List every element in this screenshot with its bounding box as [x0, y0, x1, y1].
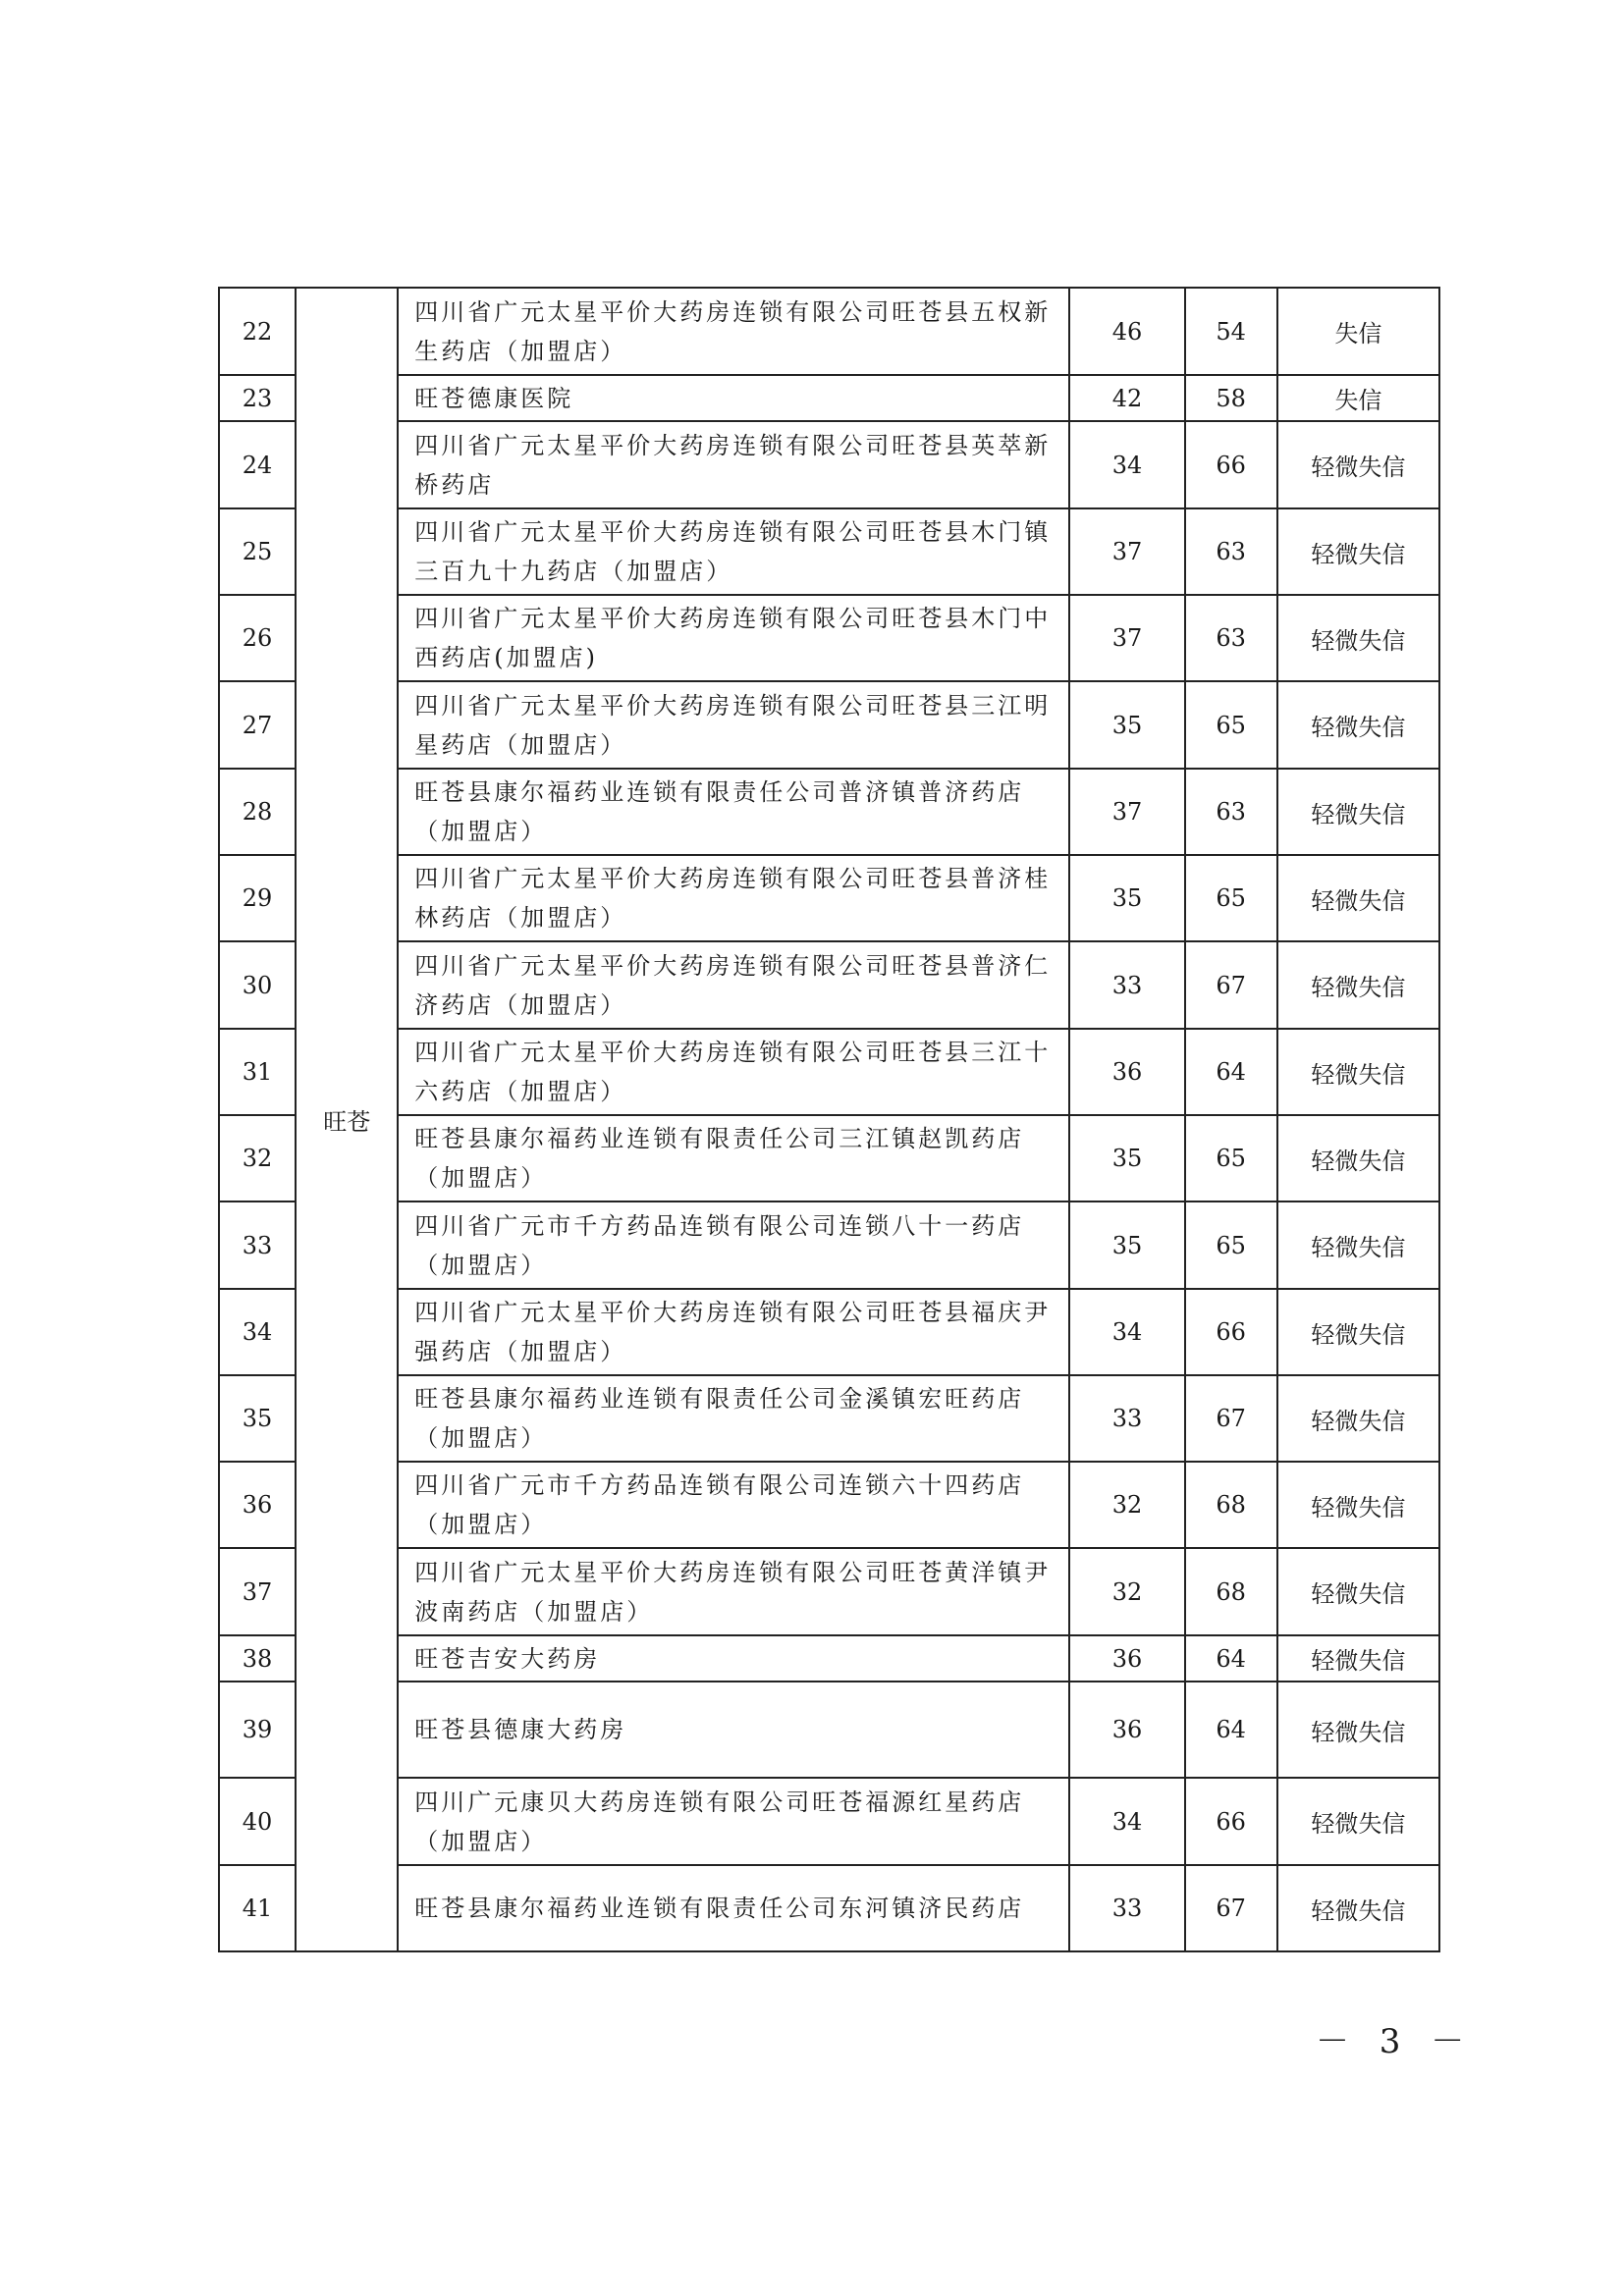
entity-name-cell: 四川省广元太星平价大药房连锁有限公司旺苍县福庆尹强药店（加盟店） — [398, 1289, 1069, 1375]
entity-name-cell: 旺苍县康尔福药业连锁有限责任公司普济镇普济药店（加盟店） — [398, 769, 1069, 855]
row-number-cell: 39 — [219, 1682, 296, 1778]
row-number-cell: 38 — [219, 1635, 296, 1682]
entity-name-cell: 四川省广元太星平价大药房连锁有限公司旺苍县英萃新桥药店 — [398, 421, 1069, 508]
table-row — [219, 595, 1439, 681]
entity-name-cell: 四川省广元太星平价大药房连锁有限公司旺苍县木门镇三百九十九药店（加盟店） — [398, 508, 1069, 595]
score-cell: 68 — [1185, 1548, 1277, 1635]
entity-name-cell: 四川省广元太星平价大药房连锁有限公司旺苍县普济仁济药店（加盟店） — [398, 941, 1069, 1029]
row-number-cell: 40 — [219, 1778, 296, 1865]
credit-level-cell: 轻微失信 — [1277, 1462, 1439, 1548]
row-number-cell: 37 — [219, 1548, 296, 1635]
score-cell: 64 — [1185, 1682, 1277, 1778]
deduction-cell: 36 — [1069, 1029, 1184, 1115]
entity-name-cell: 旺苍德康医院 — [398, 375, 1069, 421]
table-row — [219, 681, 1439, 769]
score-cell: 64 — [1185, 1635, 1277, 1682]
credit-level-cell: 轻微失信 — [1277, 595, 1439, 681]
score-cell: 65 — [1185, 681, 1277, 769]
credit-level-cell: 轻微失信 — [1277, 1115, 1439, 1201]
score-cell: 65 — [1185, 855, 1277, 941]
entity-name-cell: 旺苍县康尔福药业连锁有限责任公司东河镇济民药店 — [398, 1865, 1069, 1951]
table-row — [219, 1635, 1439, 1682]
table-row — [219, 1865, 1439, 1951]
credit-level-cell: 轻微失信 — [1277, 421, 1439, 508]
deduction-cell: 34 — [1069, 1289, 1184, 1375]
table-row — [219, 1201, 1439, 1289]
row-number-cell: 30 — [219, 941, 296, 1029]
entity-name-cell: 四川省广元太星平价大药房连锁有限公司旺苍县五权新生药店（加盟店） — [398, 288, 1069, 375]
credit-level-cell: 轻微失信 — [1277, 1375, 1439, 1462]
credit-level-cell: 轻微失信 — [1277, 855, 1439, 941]
deduction-cell: 35 — [1069, 855, 1184, 941]
score-cell: 66 — [1185, 1778, 1277, 1865]
table-row — [219, 1029, 1439, 1115]
table-row — [219, 941, 1439, 1029]
entity-name-cell: 旺苍县德康大药房 — [398, 1682, 1069, 1778]
score-cell: 54 — [1185, 288, 1277, 375]
row-number-cell: 31 — [219, 1029, 296, 1115]
region-cell: 旺苍 — [296, 288, 398, 1951]
row-number-cell: 25 — [219, 508, 296, 595]
entity-name-cell: 旺苍县康尔福药业连锁有限责任公司三江镇赵凯药店（加盟店） — [398, 1115, 1069, 1201]
credit-rating-table — [218, 287, 1440, 1952]
credit-level-cell: 轻微失信 — [1277, 1029, 1439, 1115]
deduction-cell: 46 — [1069, 288, 1184, 375]
deduction-cell: 32 — [1069, 1548, 1184, 1635]
table-row — [219, 508, 1439, 595]
deduction-cell: 34 — [1069, 1778, 1184, 1865]
row-number-cell: 35 — [219, 1375, 296, 1462]
table-row — [219, 855, 1439, 941]
score-cell: 66 — [1185, 1289, 1277, 1375]
deduction-cell: 33 — [1069, 941, 1184, 1029]
row-number-cell: 27 — [219, 681, 296, 769]
credit-level-cell: 轻微失信 — [1277, 681, 1439, 769]
entity-name-cell: 四川广元康贝大药房连锁有限公司旺苍福源红星药店（加盟店） — [398, 1778, 1069, 1865]
row-number-cell: 28 — [219, 769, 296, 855]
row-number-cell: 32 — [219, 1115, 296, 1201]
table-row — [219, 421, 1439, 508]
table-row — [219, 1289, 1439, 1375]
score-cell: 68 — [1185, 1462, 1277, 1548]
deduction-cell: 37 — [1069, 508, 1184, 595]
score-cell: 58 — [1185, 375, 1277, 421]
score-cell: 63 — [1185, 508, 1277, 595]
deduction-cell: 32 — [1069, 1462, 1184, 1548]
deduction-cell: 36 — [1069, 1635, 1184, 1682]
credit-level-cell: 失信 — [1277, 288, 1439, 375]
entity-name-cell: 旺苍吉安大药房 — [398, 1635, 1069, 1682]
credit-level-cell: 轻微失信 — [1277, 508, 1439, 595]
row-number-cell: 24 — [219, 421, 296, 508]
entity-name-cell: 四川省广元市千方药品连锁有限公司连锁八十一药店（加盟店） — [398, 1201, 1069, 1289]
score-cell: 63 — [1185, 769, 1277, 855]
entity-name-cell: 四川省广元太星平价大药房连锁有限公司旺苍县普济桂林药店（加盟店） — [398, 855, 1069, 941]
table-row — [219, 1682, 1439, 1778]
score-cell: 65 — [1185, 1201, 1277, 1289]
credit-level-cell: 轻微失信 — [1277, 1778, 1439, 1865]
entity-name-cell: 四川省广元太星平价大药房连锁有限公司旺苍县三江明星药店（加盟店） — [398, 681, 1069, 769]
credit-level-cell: 轻微失信 — [1277, 1548, 1439, 1635]
deduction-cell: 35 — [1069, 681, 1184, 769]
row-number-cell: 29 — [219, 855, 296, 941]
row-number-cell: 23 — [219, 375, 296, 421]
page-number: － 3 － — [1316, 2022, 1475, 2061]
score-cell: 65 — [1185, 1115, 1277, 1201]
deduction-cell: 37 — [1069, 595, 1184, 681]
credit-level-cell: 轻微失信 — [1277, 1635, 1439, 1682]
table-row — [219, 1375, 1439, 1462]
deduction-cell: 42 — [1069, 375, 1184, 421]
entity-name-cell: 四川省广元太星平价大药房连锁有限公司旺苍黄洋镇尹波南药店（加盟店） — [398, 1548, 1069, 1635]
credit-level-cell: 轻微失信 — [1277, 1865, 1439, 1951]
score-cell: 67 — [1185, 941, 1277, 1029]
row-number-cell: 33 — [219, 1201, 296, 1289]
deduction-cell: 34 — [1069, 421, 1184, 508]
credit-level-cell: 轻微失信 — [1277, 1289, 1439, 1375]
credit-level-cell: 轻微失信 — [1277, 941, 1439, 1029]
row-number-cell: 22 — [219, 288, 296, 375]
credit-level-cell: 轻微失信 — [1277, 1682, 1439, 1778]
entity-name-cell: 四川省广元太星平价大药房连锁有限公司旺苍县三江十六药店（加盟店） — [398, 1029, 1069, 1115]
deduction-cell: 33 — [1069, 1865, 1184, 1951]
table-row — [219, 1548, 1439, 1635]
entity-name-cell: 旺苍县康尔福药业连锁有限责任公司金溪镇宏旺药店（加盟店） — [398, 1375, 1069, 1462]
row-number-cell: 34 — [219, 1289, 296, 1375]
table-row — [219, 1462, 1439, 1548]
entity-name-cell: 四川省广元市千方药品连锁有限公司连锁六十四药店（加盟店） — [398, 1462, 1069, 1548]
row-number-cell: 36 — [219, 1462, 296, 1548]
row-number-cell: 41 — [219, 1865, 296, 1951]
score-cell: 64 — [1185, 1029, 1277, 1115]
deduction-cell: 35 — [1069, 1115, 1184, 1201]
credit-level-cell: 轻微失信 — [1277, 769, 1439, 855]
row-number-cell: 26 — [219, 595, 296, 681]
deduction-cell: 33 — [1069, 1375, 1184, 1462]
table-row — [219, 769, 1439, 855]
credit-level-cell: 失信 — [1277, 375, 1439, 421]
deduction-cell: 35 — [1069, 1201, 1184, 1289]
table-row — [219, 1778, 1439, 1865]
score-cell: 67 — [1185, 1865, 1277, 1951]
score-cell: 63 — [1185, 595, 1277, 681]
table-row — [219, 288, 1439, 375]
table-row — [219, 1115, 1439, 1201]
entity-name-cell: 四川省广元太星平价大药房连锁有限公司旺苍县木门中西药店(加盟店) — [398, 595, 1069, 681]
table-row — [219, 375, 1439, 421]
score-cell: 66 — [1185, 421, 1277, 508]
score-cell: 67 — [1185, 1375, 1277, 1462]
table-body — [219, 288, 1439, 1951]
deduction-cell: 37 — [1069, 769, 1184, 855]
credit-level-cell: 轻微失信 — [1277, 1201, 1439, 1289]
deduction-cell: 36 — [1069, 1682, 1184, 1778]
